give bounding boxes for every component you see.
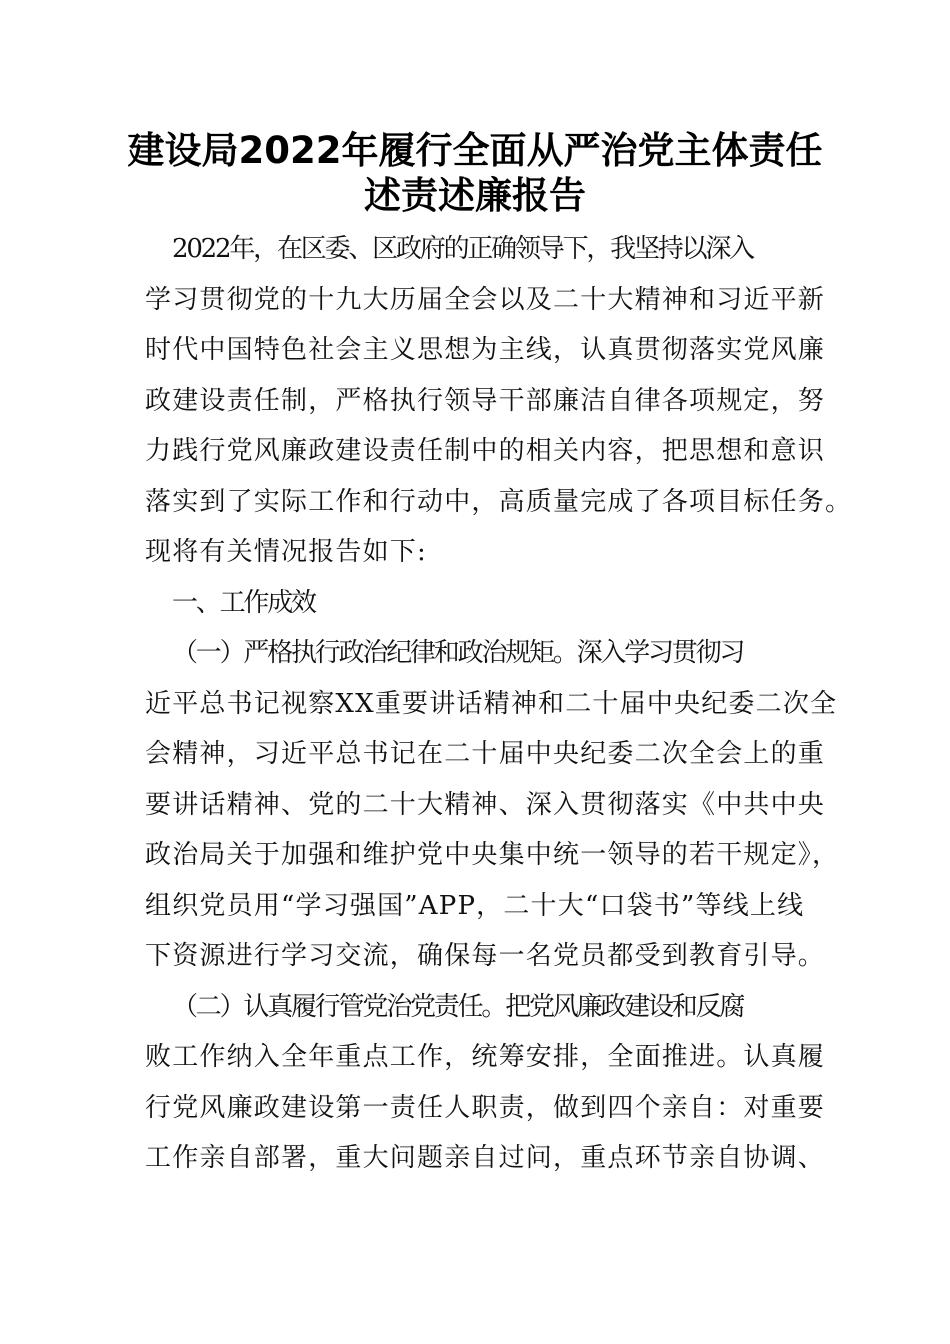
body-line: 时代中国特色社会主义思想为主线，认真贯彻落实党风廉 (145, 335, 826, 365)
body-line: （一）严格执行政治纪律和政治规矩。深入学习贯彻习 (172, 638, 744, 668)
document-title-line-1: 建设局2022年履行全面从严治党主体责任 (127, 129, 823, 172)
document-title-line-2: 述责述廉报告 (364, 174, 586, 217)
section-heading: 一、工作成效 (172, 588, 315, 618)
body-line: 现将有关情况报告如下: (145, 537, 427, 567)
body-line: 政建设责任制，严格执行领导干部廉洁自律各项规定，努 (145, 386, 826, 416)
body-line: 要讲话精神、党的二十大精神、深入贯彻落实《中共中央 (145, 790, 826, 820)
body-line: 组织党员用“学习强国”APP，二十大“口袋书”等线上线 (145, 891, 805, 921)
body-line: 败工作纳入全年重点工作，统筹安排，全面推进。认真履 (145, 1042, 826, 1072)
body-line: 2022年，在区委、区政府的正确领导下，我坚持以深入 (172, 234, 753, 264)
body-line: 下资源进行学习交流，确保每一名党员都受到教育引导。 (145, 941, 826, 971)
body-line: （二）认真履行管党治党责任。把党风廉政建设和反腐 (172, 992, 744, 1022)
body-line: 工作亲自部署，重大问题亲自过问，重点环节亲自协调、 (145, 1143, 826, 1173)
body-line: 力践行党风廉政建设责任制中的相关内容，把思想和意识 (145, 436, 826, 466)
body-line: 行党风廉政建设第一责任人职责，做到四个亲自：对重要 (145, 1093, 826, 1123)
body-line: 学习贯彻党的十九大历届全会以及二十大精神和习近平新 (145, 285, 826, 315)
body-line: 近平总书记视察XX重要讲话精神和二十届中央纪委二次全 (145, 689, 838, 719)
body-line: 政治局关于加强和维护党中央集中统一领导的若干规定》， (145, 840, 840, 870)
body-line: 会精神，习近平总书记在二十届中央纪委二次全会上的重 (145, 739, 826, 769)
body-line: 落实到了实际工作和行动中，高质量完成了各项目标任务。 (145, 487, 853, 517)
